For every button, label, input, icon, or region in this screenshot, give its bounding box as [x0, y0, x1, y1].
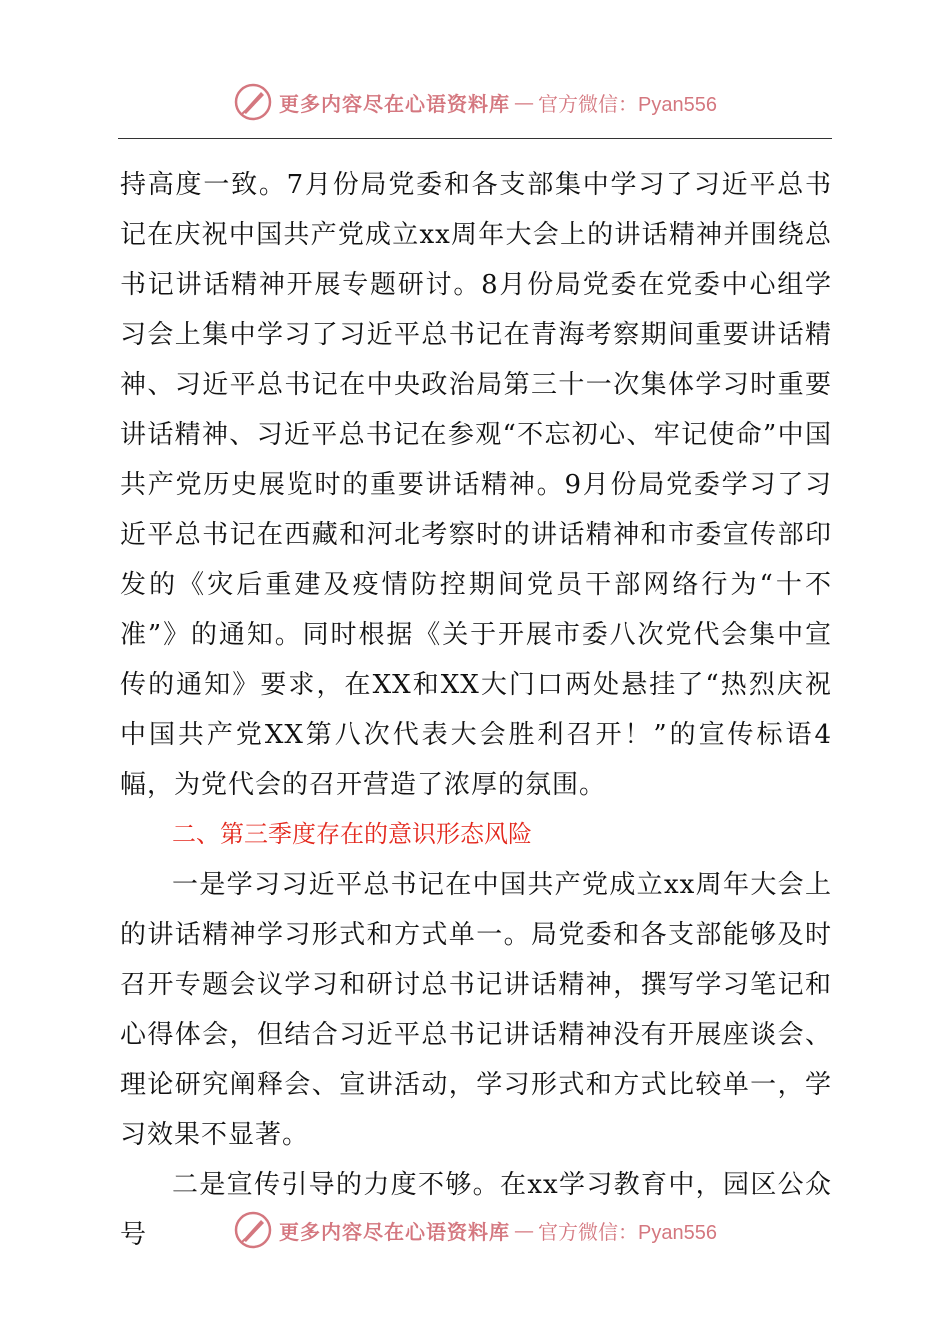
- banner-wechat: 官方微信：Pyan556: [538, 93, 717, 116]
- header-banner: [0, 80, 950, 124]
- banner-text: 更多内容尽在心语资料库: [279, 91, 511, 116]
- footer-banner: [0, 1208, 950, 1252]
- section-heading: 二、第三季度存在的意识形态风险: [172, 821, 532, 848]
- header-divider: [118, 138, 832, 139]
- footer-banner-dash: —: [514, 1218, 535, 1242]
- paragraph-3: 二是宣传引导的力度不够。在xx学习教育中，园区公众号: [120, 1170, 832, 1250]
- banner-dash: —: [514, 90, 535, 114]
- footer-banner-wechat: 官方微信：Pyan556: [538, 1221, 717, 1244]
- document-body: [120, 160, 832, 1260]
- paragraph-2: 一是学习习近平总书记在中国共产党成立xx周年大会上的讲话精神学习形式和方式单一。局党委和各支部能够及时召开专题会议学习和研讨总书记讲话精神，撰写学习笔记和心得体会，但结合习近平总书记讲话精神没有开展座谈会、理论研究阐释会、宣讲活动，学习形式和方式比较单一，学习效果不显著。: [120, 870, 832, 1150]
- paragraph-1: 持高度一致。7月份局党委和各支部集中学习了习近平总书记在庆祝中国共产党成立xx周年大会上的讲话精神并围绕总书记讲话精神开展专题研讨。8月份局党委在党委中心组学习会上集中学习了习近平总书记在青海考察期间重要讲话精神、习近平总书记在中央政治局第三十一次集体学习时重要讲话精神、习近平总书记在参观“不忘初心、牢记使命”中国共产党历史展览时的重要讲话精神。9月份局党委学习了习近平总书记在西藏和河北考察时的讲话精神和市委宣传部印发的《灾后重建及疫情防控期间党员干部网络行为“十不准”》的通知。同时根据《关于开展市委八次党代会集中宣传的通知》要求，在XX和XX大门口两处悬挂了“热烈庆祝中国共产党XX第八次代表大会胜利召开！”的宣传标语4幅，为党代会的召开营造了浓厚的氛围。: [120, 170, 832, 800]
- quill-logo-icon: [233, 82, 273, 122]
- footer-banner-text: 更多内容尽在心语资料库: [279, 1219, 511, 1244]
- quill-logo-icon: [233, 1210, 273, 1250]
